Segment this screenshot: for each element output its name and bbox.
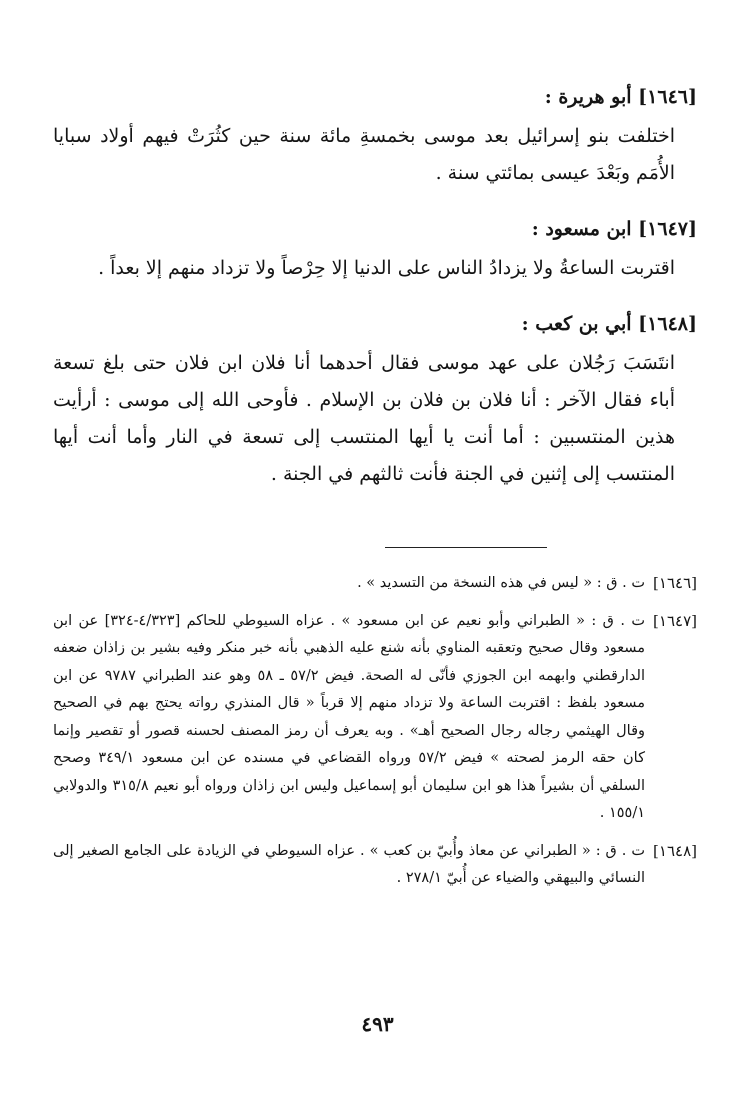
page-number: ٤٩٣ (361, 1012, 394, 1036)
footnote-number: [١٦٤٧] (653, 611, 697, 630)
footnote-1646 (53, 570, 697, 598)
footnote-number: [١٦٤٦] (653, 574, 697, 592)
hadith-narrator: ابن مسعود : (531, 218, 632, 240)
hadith-heading (53, 82, 697, 112)
hadith-number: [١٦٤٨] (638, 313, 697, 335)
hadith-1646 (53, 82, 697, 192)
hadith-heading (53, 309, 697, 339)
hadith-number: [١٦٤٧] (638, 218, 697, 240)
footnote-separator-wrap (53, 515, 547, 564)
page-body (53, 82, 697, 903)
footnote-1647 (53, 608, 697, 828)
hadith-number: [١٦٤٦] (638, 86, 697, 108)
footnote-1648 (53, 838, 697, 893)
footnotes (53, 570, 697, 893)
footnote-separator (385, 547, 547, 548)
footnote-text: ت . ق : « الطبراني وأبو نعيم عن ابن مسعود » . عزاه السيوطي للحاكم [٤/٣٢٣-٣٢٤] عن ابن مسعود وقال صحيح وتعقبه المناوي بأنه شنع عليه الذهبي بأنه خبر منكر وفيه بشير بن زاذان ضعفه الدارقطني وابهمه ابن الجوزي فأنّى له الصحة. فيض ٥٧/٢ ـ ٥٨ وهو عند الطبراني ٩٧٨٧ عن ابن مسعود بلفظ : اقتربت الساعة ولا تزداد منهم إلا قرباً « قال المنذري رواته يحتج بهم في الصحيح وقال الهيثمي رجاله رجال الصحيح أهـ» . وبه يعرف أن رمز المصنف لحسنه قصور أو تقصير وإنما كان حقه الرمز لصحته » فيض ٥٧/٢ ورواه القضاعي في مسنده عن ابن مسعود ٣٤٩/١ وصحح السلفي أن بشيراً هذا هو ابن سليمان أبو إسماعيل وليس ابن زاذان ورواه أبو نعيم ٣١٥/٨ والدولابي ١٥٥/١ . (53, 612, 645, 821)
hadith-1648 (53, 309, 697, 493)
hadith-text: اقتربت الساعةُ ولا يزدادُ الناس على الدنيا إلا حِرْصاً ولا تزداد منهم إلا بعداً . (98, 257, 675, 279)
footnote-text: ت . ق : « ليس في هذه النسخة من التسديد » . (357, 575, 645, 591)
hadith-narrator: أبي بن كعب : (521, 313, 632, 335)
hadith-text: اختلفت بنو إسرائيل بعد موسى بخمسةِ مائة سنة حين كثُرَتْ فيهم أولاد سبايا الأُمَم وبَعْدَ عيسى بمائتي سنة . (53, 125, 675, 184)
footnote-number: [١٦٤٨] (653, 841, 697, 860)
hadith-narrator: أبو هريرة : (544, 86, 632, 108)
footnote-text: ت . ق : « الطبراني عن معاذ وأُبيّ بن كعب » . عزاه السيوطي في الزيادة على الجامع الصغير إلى النسائي والبيهقي والضياء عن أُبيّ ٢٧٨/١ . (53, 842, 645, 886)
hadith-heading (53, 214, 697, 244)
hadith-1647 (53, 214, 697, 287)
hadith-text: انتَسَبَ رَجُلان على عهد موسى فقال أحدهما أنا فلان ابن فلان حتى بلغ تسعة أباء فقال الآخر : أنا فلان بن فلان بن الإسلام . فأوحى الله إلى موسى : أرأيت هذين المنتسبين : أما أنت يا أيها المنتسب إلى تسعة في النار وأما أنت أيها المنتسب إلى إثنين في الجنة فأنت ثالثهم في الجنة . (53, 352, 675, 485)
